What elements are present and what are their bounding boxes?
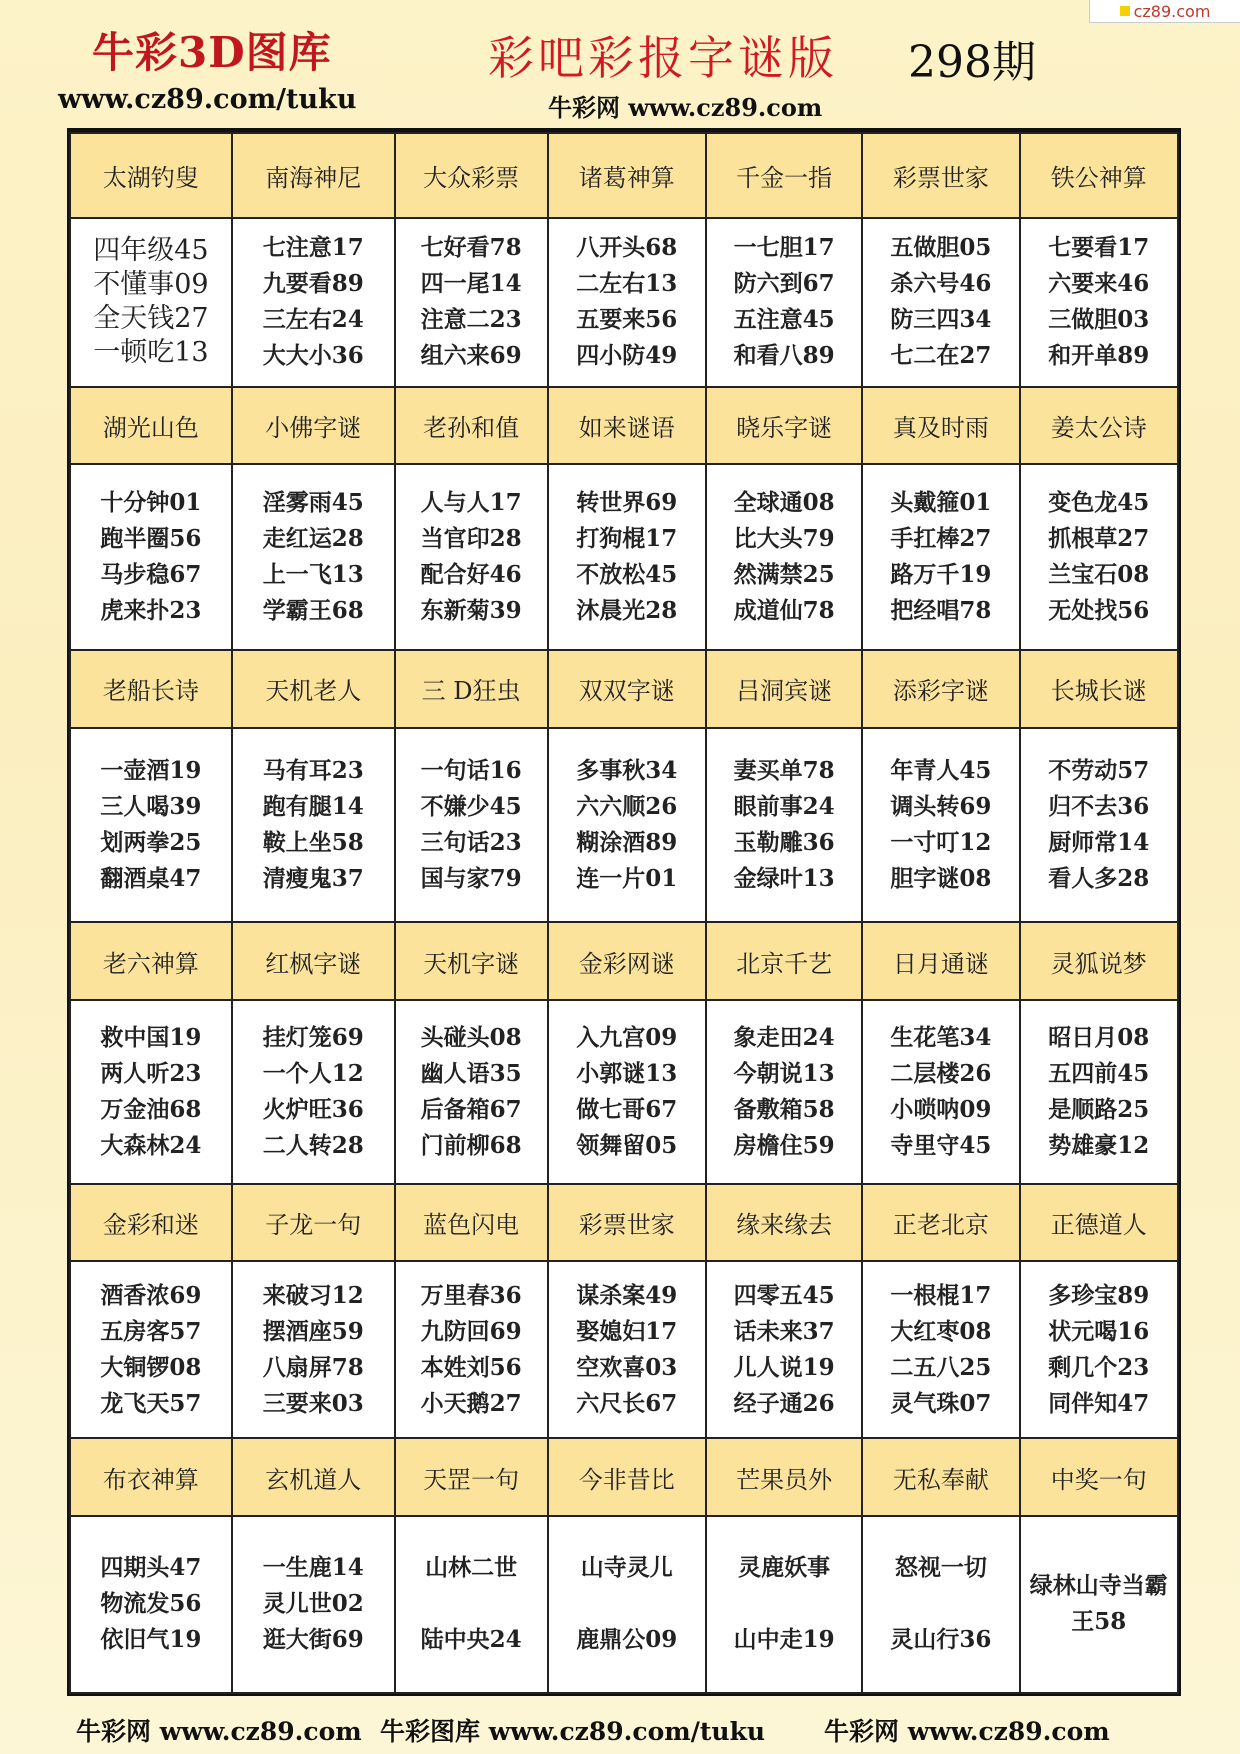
column-header: 湖光山色: [70, 387, 232, 465]
riddle-line: 杀六号46: [890, 270, 992, 298]
riddle-cell: [548, 1000, 706, 1184]
footer-link-left[interactable]: 牛彩网 www.cz89.com: [76, 1717, 362, 1746]
riddle-line: 路万千19: [890, 561, 992, 589]
riddle-line: 虎来扑23: [100, 597, 202, 625]
riddle-cell: [706, 1000, 862, 1184]
riddle-line: 鹿鼎公09: [576, 1626, 678, 1654]
column-header: 吕洞宾谜: [706, 650, 862, 728]
column-header: 金彩网谜: [548, 922, 706, 1000]
riddle-line: 四期头47: [100, 1554, 202, 1582]
riddle-cell: [706, 1516, 862, 1693]
riddle-line: [396, 1586, 547, 1622]
riddle-line: 山中走19: [733, 1626, 835, 1654]
riddle-line: 然满禁25: [733, 561, 835, 589]
riddle-line: 儿人说19: [733, 1353, 835, 1381]
riddle-line: 多事秋34: [576, 756, 678, 784]
column-header: 无私奉献: [862, 1438, 1019, 1516]
column-header: 缘来缘去: [706, 1184, 862, 1262]
riddle-line: 后备箱67: [420, 1095, 522, 1123]
content-row: [70, 218, 1178, 386]
riddle-cell: [862, 728, 1019, 923]
riddle-line: 万金油68: [100, 1095, 202, 1123]
column-header: 三 D狂虫: [395, 650, 548, 728]
riddle-cell: [395, 728, 548, 923]
column-header: 老孙和值: [395, 387, 548, 465]
column-header: 蓝色闪电: [395, 1184, 548, 1262]
riddle-line: 怒视一切: [894, 1554, 987, 1582]
riddle-line: 山寺灵儿: [580, 1554, 673, 1582]
column-header: 中奖一句: [1020, 1438, 1178, 1516]
riddle-cell: [395, 218, 548, 386]
riddle-line: 门前柳68: [420, 1131, 522, 1159]
riddle-line: 大铜锣08: [100, 1353, 202, 1381]
riddle-line: 四小防49: [576, 342, 678, 370]
riddle-line: 王58: [1071, 1608, 1127, 1636]
riddle-line: 玉勒雕36: [733, 828, 835, 856]
riddle-table-container: [67, 128, 1181, 1696]
riddle-cell: [548, 218, 706, 386]
column-header: 北京千艺: [706, 922, 862, 1000]
column-header: 天机字谜: [395, 922, 548, 1000]
header-row: [70, 1184, 1178, 1262]
header-row: [70, 922, 1178, 1000]
riddle-cell: [232, 728, 395, 923]
riddle-line: 摆酒座59: [262, 1317, 364, 1345]
riddle-line: 一生鹿14: [262, 1554, 364, 1582]
riddle-line: 七好看78: [420, 234, 522, 262]
riddle-line: 小郭谜13: [576, 1059, 678, 1087]
riddle-cell: [862, 464, 1019, 650]
riddle-line: 寺里守45: [890, 1131, 992, 1159]
footer: [0, 1708, 1240, 1748]
column-header: 正德道人: [1020, 1184, 1178, 1262]
riddle-line: 八开头68: [576, 234, 678, 262]
riddle-cell: [1020, 1516, 1178, 1693]
watermark: [1089, 0, 1240, 23]
column-header: 诸葛神算: [548, 133, 706, 218]
riddle-table: [69, 132, 1179, 1694]
riddle-line: 年青人45: [890, 756, 992, 784]
column-header: 添彩字谜: [862, 650, 1019, 728]
riddle-line: 二五八25: [890, 1353, 992, 1381]
riddle-line: 变色龙45: [1048, 489, 1150, 517]
riddle-line: 房檐住59: [733, 1131, 835, 1159]
riddle-line: 二层楼26: [890, 1059, 992, 1087]
column-header: 铁公神算: [1020, 133, 1178, 218]
riddle-line: 小天鹅27: [420, 1389, 522, 1417]
riddle-line: 依旧气19: [100, 1626, 202, 1654]
header-row: [70, 1438, 1178, 1516]
riddle-line: 鞍上坐58: [262, 828, 364, 856]
riddle-cell: [1020, 1261, 1178, 1438]
riddle-line: 胆字谜08: [890, 864, 992, 892]
riddle-line: 防三四34: [890, 306, 992, 334]
riddle-line: 七注意17: [262, 234, 364, 262]
header-row: [70, 133, 1178, 218]
riddle-line: 十分钟01: [100, 489, 202, 517]
footer-link-right[interactable]: 牛彩网 www.cz89.com: [824, 1717, 1110, 1746]
riddle-line: 调头转69: [890, 792, 992, 820]
riddle-line: 酒香浓69: [100, 1281, 202, 1309]
riddle-line: 把经唱78: [890, 597, 992, 625]
riddle-line: 打狗棍17: [576, 525, 678, 553]
riddle-line: 绿林山寺当霸: [1029, 1572, 1168, 1600]
riddle-line: 逛大街69: [262, 1626, 364, 1654]
riddle-line: 大大小36: [262, 342, 364, 370]
riddle-line: 灵山行36: [890, 1626, 992, 1654]
riddle-line: 上一飞13: [262, 561, 364, 589]
watermark-text: cz89.com: [1133, 1, 1211, 21]
column-header: 老船长诗: [70, 650, 232, 728]
column-header: 天罡一句: [395, 1438, 548, 1516]
riddle-line: 五做胆05: [890, 234, 992, 262]
riddle-line: 大森林24: [100, 1131, 202, 1159]
riddle-line: 二左右13: [576, 270, 678, 298]
content-row: [70, 728, 1178, 923]
watermark-square-icon: [1120, 6, 1130, 16]
riddle-cell: [862, 1261, 1019, 1438]
riddle-line: 一句话16: [420, 756, 522, 784]
riddle-cell: [395, 464, 548, 650]
riddle-line: 领舞留05: [576, 1131, 678, 1159]
content-row: [70, 1516, 1178, 1693]
riddle-cell: [70, 1261, 232, 1438]
column-header: 真及时雨: [862, 387, 1019, 465]
riddle-line: 大红枣08: [890, 1317, 992, 1345]
riddle-cell: [706, 218, 862, 386]
riddle-cell: [862, 1516, 1019, 1693]
riddle-line: 入九宫09: [576, 1023, 678, 1051]
riddle-cell: [395, 1516, 548, 1693]
riddle-line: 三左右24: [262, 306, 364, 334]
site-url[interactable]: www.cz89.com/tuku: [58, 84, 357, 115]
column-header: 如来谜语: [548, 387, 706, 465]
column-header: 正老北京: [862, 1184, 1019, 1262]
riddle-line: 无处找56: [1048, 597, 1150, 625]
riddle-cell: [232, 1516, 395, 1693]
riddle-line: 不嫌少45: [420, 792, 522, 820]
issue-number: 298期: [908, 37, 1036, 88]
riddle-cell: [1020, 1000, 1178, 1184]
riddle-line: 和开单89: [1048, 342, 1150, 370]
riddle-line: 学霸王68: [262, 597, 364, 625]
column-header: 南海神尼: [232, 133, 395, 218]
riddle-line: 成道仙78: [733, 597, 835, 625]
column-header: 双双字谜: [548, 650, 706, 728]
header-row: [70, 387, 1178, 465]
column-header: 小佛字谜: [232, 387, 395, 465]
riddle-cell: [1020, 728, 1178, 923]
center-url[interactable]: 牛彩网 www.cz89.com: [548, 93, 823, 122]
riddle-line: 话未来37: [733, 1317, 835, 1345]
riddle-line: 九防回69: [420, 1317, 522, 1345]
riddle-line: 转世界69: [576, 489, 678, 517]
riddle-line: 两人听23: [100, 1059, 202, 1087]
riddle-line: 妻买单78: [733, 756, 835, 784]
riddle-line: 三要来03: [262, 1389, 364, 1417]
riddle-cell: [706, 728, 862, 923]
riddle-cell: [70, 218, 232, 386]
riddle-line: 和看八89: [733, 342, 835, 370]
riddle-line: 一壶酒19: [100, 756, 202, 784]
riddle-line: 组六来69: [420, 342, 522, 370]
riddle-line: 注意二23: [420, 306, 522, 334]
column-header: 红枫字谜: [232, 922, 395, 1000]
riddle-cell: [548, 1261, 706, 1438]
riddle-line: 不放松45: [576, 561, 678, 589]
riddle-line: 全天钱27: [93, 303, 209, 335]
riddle-cell: [70, 1516, 232, 1693]
riddle-line: 手扛棒27: [890, 525, 992, 553]
riddle-line: [549, 1586, 705, 1622]
riddle-line: 清瘦鬼37: [262, 864, 364, 892]
riddle-line: 三句话23: [420, 828, 522, 856]
riddle-line: 是顺路25: [1048, 1095, 1150, 1123]
riddle-line: 防六到67: [733, 270, 835, 298]
riddle-line: 灵鹿妖事: [738, 1554, 831, 1582]
column-header: 晓乐字谜: [706, 387, 862, 465]
riddle-cell: [70, 1000, 232, 1184]
riddle-line: [863, 1586, 1018, 1622]
riddle-line: 头戴箍01: [890, 489, 992, 517]
riddle-line: 一顿吃13: [93, 337, 209, 369]
riddle-cell: [548, 728, 706, 923]
riddle-line: 生花笔34: [890, 1023, 992, 1051]
column-header: 玄机道人: [232, 1438, 395, 1516]
riddle-line: 人与人17: [420, 489, 522, 517]
riddle-line: 一个人12: [262, 1059, 364, 1087]
riddle-cell: [862, 1000, 1019, 1184]
riddle-line: 灵气珠07: [890, 1389, 992, 1417]
riddle-line: 空欢喜03: [576, 1353, 678, 1381]
riddle-cell: [706, 464, 862, 650]
riddle-line: 陆中央24: [420, 1626, 522, 1654]
riddle-line: 不懂事09: [93, 269, 209, 301]
riddle-line: 小唢呐09: [890, 1095, 992, 1123]
column-header: 彩票世家: [862, 133, 1019, 218]
riddle-line: 今朝说13: [733, 1059, 835, 1087]
riddle-cell: [1020, 464, 1178, 650]
riddle-line: 挂灯笼69: [262, 1023, 364, 1051]
riddle-line: 金绿叶13: [733, 864, 835, 892]
riddle-line: 四年级45: [93, 235, 209, 267]
column-header: 今非昔比: [548, 1438, 706, 1516]
riddle-cell: [395, 1261, 548, 1438]
riddle-line: 五要来56: [576, 306, 678, 334]
riddle-line: 三人喝39: [100, 792, 202, 820]
riddle-line: 一七胆17: [733, 234, 835, 262]
riddle-line: [707, 1586, 861, 1622]
riddle-line: 配合好46: [420, 561, 522, 589]
riddle-line: 一根棍17: [890, 1281, 992, 1309]
riddle-line: 来破习12: [262, 1281, 364, 1309]
riddle-cell: [70, 464, 232, 650]
riddle-line: 经子通26: [733, 1389, 835, 1417]
column-header: 太湖钓叟: [70, 133, 232, 218]
riddle-line: 同伴知47: [1048, 1389, 1150, 1417]
riddle-line: 厨师常14: [1048, 828, 1150, 856]
riddle-line: 四一尾14: [420, 270, 522, 298]
riddle-cell: [232, 1261, 395, 1438]
riddle-line: 二人转28: [262, 1131, 364, 1159]
riddle-line: 状元喝16: [1048, 1317, 1150, 1345]
riddle-cell: [395, 1000, 548, 1184]
content-row: [70, 1000, 1178, 1184]
riddle-line: 龙飞天57: [100, 1389, 202, 1417]
riddle-line: 全球通08: [733, 489, 835, 517]
header-row: [70, 650, 1178, 728]
content-row: [70, 464, 1178, 650]
riddle-line: 淫雾雨45: [262, 489, 364, 517]
column-header: 天机老人: [232, 650, 395, 728]
riddle-line: 沐晨光28: [576, 597, 678, 625]
riddle-line: 不劳动57: [1048, 756, 1150, 784]
column-header: 老六神算: [70, 922, 232, 1000]
column-header: 布衣神算: [70, 1438, 232, 1516]
riddle-line: 走红运28: [262, 525, 364, 553]
riddle-line: 翻酒桌47: [100, 864, 202, 892]
riddle-line: 五房客57: [100, 1317, 202, 1345]
riddle-line: 划两拳25: [100, 828, 202, 856]
riddle-line: 抓根草27: [1048, 525, 1150, 553]
riddle-cell: [1020, 218, 1178, 386]
riddle-cell: [232, 1000, 395, 1184]
riddle-line: 连一片01: [576, 864, 678, 892]
riddle-cell: [548, 1516, 706, 1693]
riddle-cell: [862, 218, 1019, 386]
riddle-cell: [232, 464, 395, 650]
riddle-line: 做七哥67: [576, 1095, 678, 1123]
column-header: 灵狐说梦: [1020, 922, 1178, 1000]
riddle-line: 一寸叮12: [890, 828, 992, 856]
riddle-line: 跑半圈56: [100, 525, 202, 553]
riddle-line: 六要来46: [1048, 270, 1150, 298]
riddle-line: 当官印28: [420, 525, 522, 553]
riddle-line: 象走田24: [733, 1023, 835, 1051]
column-header: 千金一指: [706, 133, 862, 218]
column-header: 子龙一句: [232, 1184, 395, 1262]
riddle-line: 六尺长67: [576, 1389, 678, 1417]
riddle-line: 六六顺26: [576, 792, 678, 820]
riddle-line: 归不去36: [1048, 792, 1150, 820]
riddle-line: 幽人语35: [420, 1059, 522, 1087]
riddle-line: 头碰头08: [420, 1023, 522, 1051]
page-title: 彩吧彩报字谜版: [488, 31, 838, 85]
riddle-line: 马有耳23: [262, 756, 364, 784]
riddle-line: 多珍宝89: [1048, 1281, 1150, 1309]
riddle-cell: [70, 728, 232, 923]
riddle-line: 国与家79: [420, 864, 522, 892]
riddle-line: 跑有腿14: [262, 792, 364, 820]
riddle-line: 马步稳67: [100, 561, 202, 589]
site-title: 牛彩3D图库: [92, 28, 332, 77]
column-header: 金彩和迷: [70, 1184, 232, 1262]
riddle-line: 眼前事24: [733, 792, 835, 820]
column-header: 长城长谜: [1020, 650, 1178, 728]
riddle-line: 七二在27: [890, 342, 992, 370]
riddle-line: 五四前45: [1048, 1059, 1150, 1087]
riddle-line: 山林二世: [425, 1554, 518, 1582]
riddle-line: 看人多28: [1048, 864, 1150, 892]
riddle-line: 三做胆03: [1048, 306, 1150, 334]
riddle-line: 火炉旺36: [262, 1095, 364, 1123]
riddle-line: 本姓刘56: [420, 1353, 522, 1381]
footer-link-middle[interactable]: 牛彩图库 www.cz89.com/tuku: [380, 1717, 766, 1746]
column-header: 日月通谜: [862, 922, 1019, 1000]
riddle-line: 昭日月08: [1048, 1023, 1150, 1051]
riddle-line: 兰宝石08: [1048, 561, 1150, 589]
riddle-line: 五注意45: [733, 306, 835, 334]
riddle-line: 势雄豪12: [1048, 1131, 1150, 1159]
riddle-line: 万里春36: [420, 1281, 522, 1309]
riddle-line: 救中国19: [100, 1023, 202, 1051]
riddle-cell: [548, 464, 706, 650]
riddle-line: 糊涂酒89: [576, 828, 678, 856]
riddle-line: 灵儿世02: [262, 1590, 364, 1618]
content-row: [70, 1261, 1178, 1438]
riddle-line: 四零五45: [733, 1281, 835, 1309]
riddle-cell: [232, 218, 395, 386]
column-header: 彩票世家: [548, 1184, 706, 1262]
riddle-line: 谋杀案49: [576, 1281, 678, 1309]
riddle-line: 比大头79: [733, 525, 835, 553]
riddle-line: 剩几个23: [1048, 1353, 1150, 1381]
riddle-line: 物流发56: [100, 1590, 202, 1618]
riddle-cell: [706, 1261, 862, 1438]
riddle-line: 八扇屏78: [262, 1353, 364, 1381]
riddle-line: 备敷箱58: [733, 1095, 835, 1123]
riddle-line: 七要看17: [1048, 234, 1150, 262]
riddle-line: 东新菊39: [420, 597, 522, 625]
riddle-line: 娶媳妇17: [576, 1317, 678, 1345]
column-header: 大众彩票: [395, 133, 548, 218]
column-header: 芒果员外: [706, 1438, 862, 1516]
riddle-line: 九要看89: [262, 270, 364, 298]
column-header: 姜太公诗: [1020, 387, 1178, 465]
